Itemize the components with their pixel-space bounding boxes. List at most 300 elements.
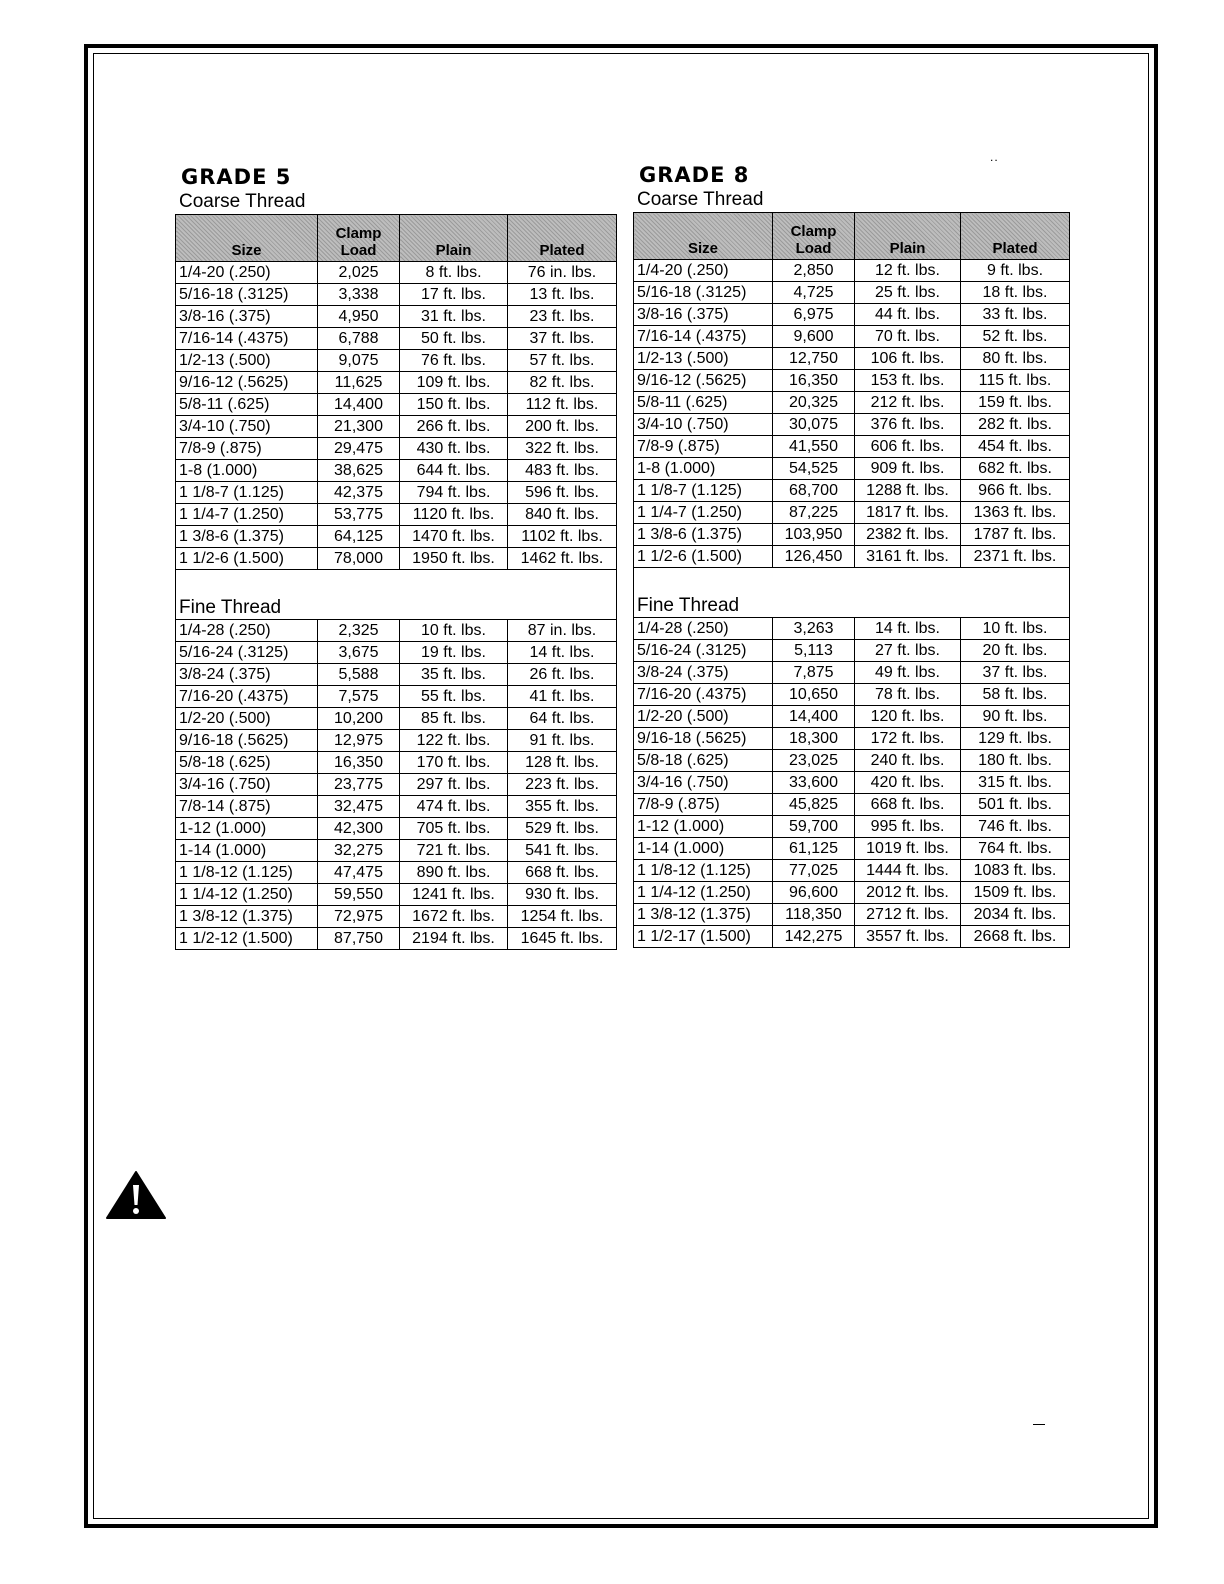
- table-row: [634, 458, 1070, 480]
- cell-clamp-load: 6,788: [318, 328, 400, 350]
- cell-size: 3/8-16 (.375): [634, 304, 773, 326]
- col-header-clamp-load: Clamp Load: [773, 213, 855, 260]
- cell-plated: 483 ft. lbs.: [508, 460, 617, 482]
- cell-plated: 930 ft. lbs.: [508, 884, 617, 906]
- cell-plated: 91 ft. lbs.: [508, 730, 617, 752]
- grade-8-section: [633, 162, 1070, 948]
- table-row: [634, 524, 1070, 546]
- cell-size: 1 1/2-12 (1.500): [176, 928, 318, 950]
- table-row: [176, 372, 617, 394]
- table-row: [176, 642, 617, 664]
- cell-clamp-load: 41,550: [773, 436, 855, 458]
- cell-plain: 3161 ft. lbs.: [855, 546, 961, 568]
- cell-clamp-load: 42,375: [318, 482, 400, 504]
- cell-clamp-load: 78,000: [318, 548, 400, 570]
- cell-plain: 794 ft. lbs.: [400, 482, 508, 504]
- cell-plain: 120 ft. lbs.: [855, 706, 961, 728]
- table-row: [176, 438, 617, 460]
- cell-size: 3/8-24 (.375): [634, 662, 773, 684]
- cell-size: 1/2-13 (.500): [176, 350, 318, 372]
- cell-plated: 14 ft. lbs.: [508, 642, 617, 664]
- cell-plated: 966 ft. lbs.: [961, 480, 1070, 502]
- table-row: [634, 684, 1070, 706]
- cell-size: 9/16-12 (.5625): [176, 372, 318, 394]
- cell-size: 7/16-14 (.4375): [176, 328, 318, 350]
- cell-plain: 212 ft. lbs.: [855, 392, 961, 414]
- cell-size: 1 3/8-6 (1.375): [176, 526, 318, 548]
- cell-plated: 37 ft. lbs.: [508, 328, 617, 350]
- cell-size: 9/16-18 (.5625): [176, 730, 318, 752]
- table-row: [634, 728, 1070, 750]
- cell-clamp-load: 6,975: [773, 304, 855, 326]
- grade-5-coarse-label: Coarse Thread: [179, 191, 306, 212]
- cell-plain: 240 ft. lbs.: [855, 750, 961, 772]
- cell-size: 1/4-28 (.250): [176, 620, 318, 642]
- cell-plain: 1444 ft. lbs.: [855, 860, 961, 882]
- cell-clamp-load: 142,275: [773, 926, 855, 948]
- warning-triangle-icon: [105, 1170, 167, 1220]
- cell-plain: 266 ft. lbs.: [400, 416, 508, 438]
- grade-5-section: [175, 164, 617, 950]
- cell-plated: 13 ft. lbs.: [508, 284, 617, 306]
- cell-clamp-load: 2,025: [318, 262, 400, 284]
- fine-thread-label-row: [176, 570, 617, 620]
- cell-plated: 129 ft. lbs.: [961, 728, 1070, 750]
- cell-size: 5/16-24 (.3125): [176, 642, 318, 664]
- cell-clamp-load: 68,700: [773, 480, 855, 502]
- cell-size: 1-14 (1.000): [634, 838, 773, 860]
- cell-plated: 596 ft. lbs.: [508, 482, 617, 504]
- cell-plain: 420 ft. lbs.: [855, 772, 961, 794]
- table-row: [176, 328, 617, 350]
- cell-plain: 474 ft. lbs.: [400, 796, 508, 818]
- cell-size: 1 3/8-6 (1.375): [634, 524, 773, 546]
- cell-size: 1 1/8-7 (1.125): [176, 482, 318, 504]
- cell-plain: 25 ft. lbs.: [855, 282, 961, 304]
- cell-clamp-load: 87,750: [318, 928, 400, 950]
- cell-plated: 746 ft. lbs.: [961, 816, 1070, 838]
- cell-clamp-load: 59,700: [773, 816, 855, 838]
- cell-plain: 995 ft. lbs.: [855, 816, 961, 838]
- cell-clamp-load: 61,125: [773, 838, 855, 860]
- cell-plated: 64 ft. lbs.: [508, 708, 617, 730]
- table-row: [176, 284, 617, 306]
- cell-plated: 355 ft. lbs.: [508, 796, 617, 818]
- cell-plain: 1241 ft. lbs.: [400, 884, 508, 906]
- cell-clamp-load: 23,025: [773, 750, 855, 772]
- cell-plain: 1019 ft. lbs.: [855, 838, 961, 860]
- cell-size: 1 1/2-6 (1.500): [634, 546, 773, 568]
- cell-size: 1/4-28 (.250): [634, 618, 773, 640]
- cell-plain: 1950 ft. lbs.: [400, 548, 508, 570]
- table-row: [634, 480, 1070, 502]
- cell-size: 1 1/4-7 (1.250): [634, 502, 773, 524]
- col-header-size: Size: [176, 215, 318, 262]
- cell-plain: 705 ft. lbs.: [400, 818, 508, 840]
- table-row: [176, 752, 617, 774]
- cell-plain: 1470 ft. lbs.: [400, 526, 508, 548]
- cell-size: 1 1/4-7 (1.250): [176, 504, 318, 526]
- cell-clamp-load: 103,950: [773, 524, 855, 546]
- table-row: [634, 882, 1070, 904]
- cell-clamp-load: 3,263: [773, 618, 855, 640]
- cell-plain: 2012 ft. lbs.: [855, 882, 961, 904]
- cell-size: 5/8-11 (.625): [176, 394, 318, 416]
- table-row: [634, 816, 1070, 838]
- cell-plated: 1509 ft. lbs.: [961, 882, 1070, 904]
- grade-8-coarse-label: Coarse Thread: [637, 189, 764, 210]
- cell-plated: 2668 ft. lbs.: [961, 926, 1070, 948]
- cell-plain: 2382 ft. lbs.: [855, 524, 961, 546]
- cell-clamp-load: 3,338: [318, 284, 400, 306]
- cell-size: 7/8-9 (.875): [176, 438, 318, 460]
- cell-plated: 90 ft. lbs.: [961, 706, 1070, 728]
- cell-clamp-load: 64,125: [318, 526, 400, 548]
- table-row: [176, 526, 617, 548]
- cell-plated: 37 ft. lbs.: [961, 662, 1070, 684]
- cell-plain: 606 ft. lbs.: [855, 436, 961, 458]
- cell-plated: 112 ft. lbs.: [508, 394, 617, 416]
- cell-plain: 2194 ft. lbs.: [400, 928, 508, 950]
- table-row: [176, 884, 617, 906]
- table-row: [634, 392, 1070, 414]
- cell-clamp-load: 20,325: [773, 392, 855, 414]
- table-row: [634, 838, 1070, 860]
- cell-clamp-load: 2,325: [318, 620, 400, 642]
- cell-size: 1/2-13 (.500): [634, 348, 773, 370]
- col-header-size: Size: [634, 213, 773, 260]
- cell-plain: 3557 ft. lbs.: [855, 926, 961, 948]
- cell-plated: 840 ft. lbs.: [508, 504, 617, 526]
- cell-plated: 52 ft. lbs.: [961, 326, 1070, 348]
- cell-plain: 1672 ft. lbs.: [400, 906, 508, 928]
- table-row: [176, 840, 617, 862]
- cell-plain: 50 ft. lbs.: [400, 328, 508, 350]
- table-row: [176, 482, 617, 504]
- cell-plain: 1288 ft. lbs.: [855, 480, 961, 502]
- cell-plated: 18 ft. lbs.: [961, 282, 1070, 304]
- cell-plated: 200 ft. lbs.: [508, 416, 617, 438]
- cell-plated: 159 ft. lbs.: [961, 392, 1070, 414]
- cell-plain: 122 ft. lbs.: [400, 730, 508, 752]
- table-row: [176, 730, 617, 752]
- cell-plated: 57 ft. lbs.: [508, 350, 617, 372]
- table-row: [634, 370, 1070, 392]
- stray-dots: ..: [990, 150, 999, 164]
- cell-size: 1/2-20 (.500): [634, 706, 773, 728]
- cell-size: 5/16-24 (.3125): [634, 640, 773, 662]
- cell-plain: 150 ft. lbs.: [400, 394, 508, 416]
- fine-thread-label-row: [634, 568, 1070, 618]
- cell-clamp-load: 14,400: [773, 706, 855, 728]
- cell-plated: 223 ft. lbs.: [508, 774, 617, 796]
- cell-size: 1-12 (1.000): [634, 816, 773, 838]
- cell-plain: 2712 ft. lbs.: [855, 904, 961, 926]
- cell-clamp-load: 87,225: [773, 502, 855, 524]
- cell-clamp-load: 16,350: [318, 752, 400, 774]
- table-row: [176, 460, 617, 482]
- cell-size: 7/8-9 (.875): [634, 794, 773, 816]
- cell-size: 1 1/8-7 (1.125): [634, 480, 773, 502]
- cell-size: 1-8 (1.000): [176, 460, 318, 482]
- cell-size: 1-14 (1.000): [176, 840, 318, 862]
- cell-plain: 153 ft. lbs.: [855, 370, 961, 392]
- cell-plain: 85 ft. lbs.: [400, 708, 508, 730]
- cell-size: 1-8 (1.000): [634, 458, 773, 480]
- table-row: [176, 708, 617, 730]
- cell-size: 1 3/8-12 (1.375): [176, 906, 318, 928]
- cell-plain: 44 ft. lbs.: [855, 304, 961, 326]
- table-header-row: [176, 215, 617, 262]
- cell-clamp-load: 32,275: [318, 840, 400, 862]
- cell-plated: 1645 ft. lbs.: [508, 928, 617, 950]
- col-header-clamp-load: Clamp Load: [318, 215, 400, 262]
- cell-plated: 1462 ft. lbs.: [508, 548, 617, 570]
- cell-clamp-load: 14,400: [318, 394, 400, 416]
- cell-plated: 10 ft. lbs.: [961, 618, 1070, 640]
- cell-clamp-load: 59,550: [318, 884, 400, 906]
- cell-plated: 80 ft. lbs.: [961, 348, 1070, 370]
- cell-plain: 49 ft. lbs.: [855, 662, 961, 684]
- cell-plain: 430 ft. lbs.: [400, 438, 508, 460]
- cell-plated: 1083 ft. lbs.: [961, 860, 1070, 882]
- cell-plain: 17 ft. lbs.: [400, 284, 508, 306]
- cell-plated: 682 ft. lbs.: [961, 458, 1070, 480]
- cell-clamp-load: 77,025: [773, 860, 855, 882]
- cell-plain: 70 ft. lbs.: [855, 326, 961, 348]
- cell-plain: 376 ft. lbs.: [855, 414, 961, 436]
- cell-plated: 1787 ft. lbs.: [961, 524, 1070, 546]
- col-header-plated: Plated: [961, 213, 1070, 260]
- cell-clamp-load: 7,575: [318, 686, 400, 708]
- cell-plain: 12 ft. lbs.: [855, 260, 961, 282]
- cell-plated: 315 ft. lbs.: [961, 772, 1070, 794]
- cell-size: 1 1/8-12 (1.125): [634, 860, 773, 882]
- cell-plain: 890 ft. lbs.: [400, 862, 508, 884]
- cell-size: 7/8-14 (.875): [176, 796, 318, 818]
- cell-size: 3/4-10 (.750): [176, 416, 318, 438]
- grade-8-title: GRADE 8: [639, 163, 750, 187]
- cell-plain: 1120 ft. lbs.: [400, 504, 508, 526]
- cell-plain: 31 ft. lbs.: [400, 306, 508, 328]
- cell-clamp-load: 2,850: [773, 260, 855, 282]
- table-row: [634, 618, 1070, 640]
- cell-plated: 180 ft. lbs.: [961, 750, 1070, 772]
- cell-plated: 20 ft. lbs.: [961, 640, 1070, 662]
- cell-plain: 909 ft. lbs.: [855, 458, 961, 480]
- table-row: [176, 928, 617, 950]
- cell-clamp-load: 11,625: [318, 372, 400, 394]
- col-header-plain: Plain: [855, 213, 961, 260]
- cell-clamp-load: 5,113: [773, 640, 855, 662]
- cell-clamp-load: 118,350: [773, 904, 855, 926]
- cell-clamp-load: 4,725: [773, 282, 855, 304]
- table-row: [634, 414, 1070, 436]
- cell-clamp-load: 18,300: [773, 728, 855, 750]
- cell-size: 1 1/4-12 (1.250): [176, 884, 318, 906]
- cell-plated: 26 ft. lbs.: [508, 664, 617, 686]
- cell-plain: 644 ft. lbs.: [400, 460, 508, 482]
- table-row: [176, 394, 617, 416]
- cell-plated: 1102 ft. lbs.: [508, 526, 617, 548]
- cell-plated: 764 ft. lbs.: [961, 838, 1070, 860]
- cell-size: 1/2-20 (.500): [176, 708, 318, 730]
- cell-clamp-load: 5,588: [318, 664, 400, 686]
- table-row: [176, 548, 617, 570]
- cell-plain: 10 ft. lbs.: [400, 620, 508, 642]
- cell-clamp-load: 32,475: [318, 796, 400, 818]
- cell-plated: 82 ft. lbs.: [508, 372, 617, 394]
- table-row: [176, 796, 617, 818]
- cell-size: 5/16-18 (.3125): [634, 282, 773, 304]
- cell-plated: 529 ft. lbs.: [508, 818, 617, 840]
- cell-size: 1/4-20 (.250): [176, 262, 318, 284]
- cell-clamp-load: 126,450: [773, 546, 855, 568]
- cell-clamp-load: 30,075: [773, 414, 855, 436]
- bottom-dash-mark: [1033, 1424, 1045, 1425]
- cell-clamp-load: 45,825: [773, 794, 855, 816]
- cell-plated: 33 ft. lbs.: [961, 304, 1070, 326]
- cell-plain: 170 ft. lbs.: [400, 752, 508, 774]
- cell-plated: 1254 ft. lbs.: [508, 906, 617, 928]
- table-row: [634, 750, 1070, 772]
- cell-clamp-load: 9,600: [773, 326, 855, 348]
- cell-plated: 541 ft. lbs.: [508, 840, 617, 862]
- cell-size: 5/8-11 (.625): [634, 392, 773, 414]
- table-row: [176, 862, 617, 884]
- cell-plain: 109 ft. lbs.: [400, 372, 508, 394]
- cell-size: 7/16-20 (.4375): [176, 686, 318, 708]
- table-row: [634, 794, 1070, 816]
- table-row: [176, 774, 617, 796]
- cell-plain: 78 ft. lbs.: [855, 684, 961, 706]
- table-row: [176, 504, 617, 526]
- cell-plain: 27 ft. lbs.: [855, 640, 961, 662]
- table-row: [176, 262, 617, 284]
- cell-plain: 172 ft. lbs.: [855, 728, 961, 750]
- grade-5-title: GRADE 5: [181, 165, 292, 189]
- cell-plated: 115 ft. lbs.: [961, 370, 1070, 392]
- grade-8-torque-table: [633, 212, 1070, 948]
- cell-clamp-load: 53,775: [318, 504, 400, 526]
- cell-plain: 76 ft. lbs.: [400, 350, 508, 372]
- table-row: [634, 502, 1070, 524]
- table-row: [176, 620, 617, 642]
- cell-plain: 55 ft. lbs.: [400, 686, 508, 708]
- table-row: [634, 546, 1070, 568]
- cell-clamp-load: 12,750: [773, 348, 855, 370]
- table-row: [634, 772, 1070, 794]
- col-header-plain: Plain: [400, 215, 508, 262]
- cell-plain: 19 ft. lbs.: [400, 642, 508, 664]
- table-row: [634, 326, 1070, 348]
- cell-plain: 297 ft. lbs.: [400, 774, 508, 796]
- cell-size: 3/4-16 (.750): [634, 772, 773, 794]
- cell-clamp-load: 7,875: [773, 662, 855, 684]
- cell-size: 3/4-10 (.750): [634, 414, 773, 436]
- cell-plated: 322 ft. lbs.: [508, 438, 617, 460]
- cell-size: 1 1/8-12 (1.125): [176, 862, 318, 884]
- cell-plain: 14 ft. lbs.: [855, 618, 961, 640]
- cell-plain: 35 ft. lbs.: [400, 664, 508, 686]
- cell-size: 7/8-9 (.875): [634, 436, 773, 458]
- grade-5-torque-table: [175, 214, 617, 950]
- cell-size: 5/16-18 (.3125): [176, 284, 318, 306]
- table-row: [176, 350, 617, 372]
- cell-clamp-load: 3,675: [318, 642, 400, 664]
- cell-clamp-load: 23,775: [318, 774, 400, 796]
- cell-size: 3/8-24 (.375): [176, 664, 318, 686]
- table-row: [176, 818, 617, 840]
- cell-plated: 2034 ft. lbs.: [961, 904, 1070, 926]
- table-row: [634, 640, 1070, 662]
- cell-clamp-load: 47,475: [318, 862, 400, 884]
- cell-size: 5/8-18 (.625): [176, 752, 318, 774]
- cell-plated: 9 ft. lbs.: [961, 260, 1070, 282]
- cell-plated: 1363 ft. lbs.: [961, 502, 1070, 524]
- cell-plain: 1817 ft. lbs.: [855, 502, 961, 524]
- table-row: [634, 260, 1070, 282]
- grade-8-fine-label: Fine Thread: [634, 568, 1070, 618]
- cell-plated: 58 ft. lbs.: [961, 684, 1070, 706]
- cell-clamp-load: 10,650: [773, 684, 855, 706]
- cell-clamp-load: 96,600: [773, 882, 855, 904]
- cell-size: 7/16-20 (.4375): [634, 684, 773, 706]
- cell-size: 5/8-18 (.625): [634, 750, 773, 772]
- table-row: [634, 904, 1070, 926]
- cell-clamp-load: 72,975: [318, 906, 400, 928]
- cell-size: 1 3/8-12 (1.375): [634, 904, 773, 926]
- cell-clamp-load: 21,300: [318, 416, 400, 438]
- grade-5-fine-label: Fine Thread: [176, 570, 617, 620]
- table-row: [176, 664, 617, 686]
- cell-size: 1-12 (1.000): [176, 818, 318, 840]
- cell-size: 9/16-18 (.5625): [634, 728, 773, 750]
- cell-plain: 8 ft. lbs.: [400, 262, 508, 284]
- cell-plated: 23 ft. lbs.: [508, 306, 617, 328]
- cell-plain: 668 ft. lbs.: [855, 794, 961, 816]
- cell-size: 1 1/2-6 (1.500): [176, 548, 318, 570]
- cell-clamp-load: 54,525: [773, 458, 855, 480]
- cell-clamp-load: 29,475: [318, 438, 400, 460]
- table-row: [634, 282, 1070, 304]
- table-row: [634, 860, 1070, 882]
- cell-plated: 454 ft. lbs.: [961, 436, 1070, 458]
- cell-size: 3/4-16 (.750): [176, 774, 318, 796]
- table-row: [176, 686, 617, 708]
- cell-size: 1/4-20 (.250): [634, 260, 773, 282]
- cell-clamp-load: 42,300: [318, 818, 400, 840]
- cell-size: 3/8-16 (.375): [176, 306, 318, 328]
- cell-plated: 668 ft. lbs.: [508, 862, 617, 884]
- cell-clamp-load: 33,600: [773, 772, 855, 794]
- cell-size: 7/16-14 (.4375): [634, 326, 773, 348]
- cell-size: 9/16-12 (.5625): [634, 370, 773, 392]
- cell-plated: 501 ft. lbs.: [961, 794, 1070, 816]
- cell-plated: 87 in. lbs.: [508, 620, 617, 642]
- cell-plain: 721 ft. lbs.: [400, 840, 508, 862]
- table-row: [634, 436, 1070, 458]
- cell-clamp-load: 12,975: [318, 730, 400, 752]
- cell-plated: 2371 ft. lbs.: [961, 546, 1070, 568]
- cell-clamp-load: 4,950: [318, 306, 400, 328]
- table-row: [634, 706, 1070, 728]
- cell-size: 1 1/4-12 (1.250): [634, 882, 773, 904]
- cell-plated: 282 ft. lbs.: [961, 414, 1070, 436]
- cell-clamp-load: 9,075: [318, 350, 400, 372]
- table-header-row: [634, 213, 1070, 260]
- cell-clamp-load: 10,200: [318, 708, 400, 730]
